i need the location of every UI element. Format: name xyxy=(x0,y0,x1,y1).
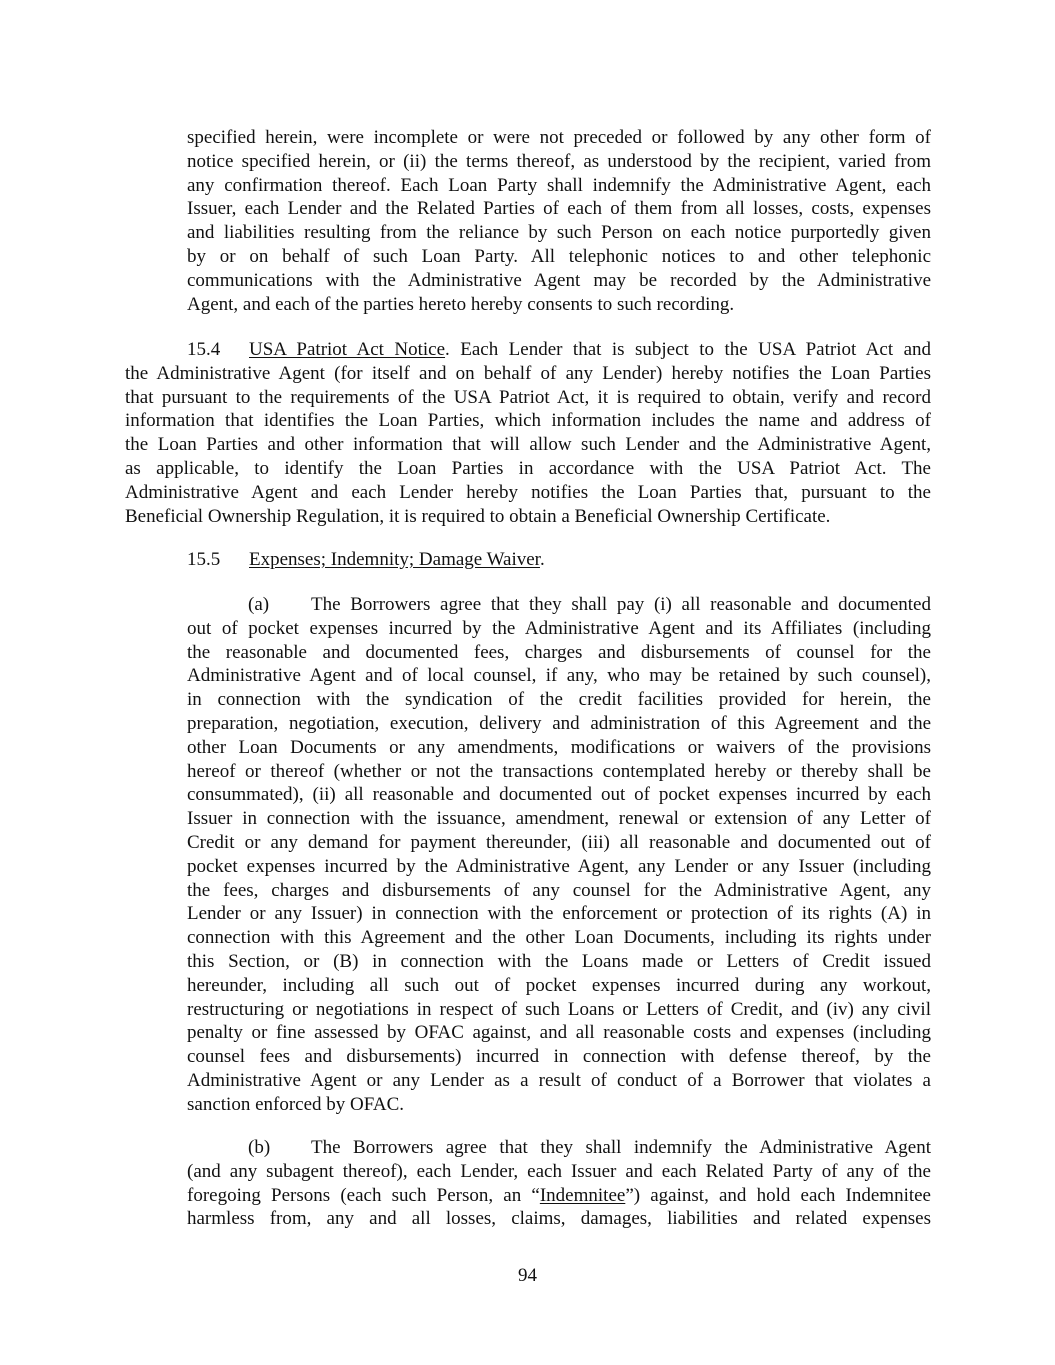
paragraph-line: Issuer in connection with the issuance, amendment, renewal or extension of any Letter of xyxy=(187,808,931,830)
paragraph-first-line-text: The Borrowers agree that they shall pay (i) all reasonable and documented xyxy=(311,594,931,615)
section-15-5 xyxy=(187,548,931,572)
section-15-4 xyxy=(125,338,931,528)
paragraph-line: (and any subagent thereof), each Lender, each Issuer and each Related Party of any of the xyxy=(187,1160,931,1182)
paragraph-line: Credit or any demand for payment thereunder, (iii) all reasonable and documented out of xyxy=(187,831,931,853)
paragraph-line: notice specified herein, or (ii) the terms thereof, as understood by the recipient, varied from xyxy=(187,150,931,172)
paragraph-line: pocket expenses incurred by the Administrative Agent, any Lender or any Issuer (including xyxy=(187,855,931,877)
paragraph-last-line: sanction enforced by OFAC. xyxy=(187,1093,405,1115)
paragraph-line: and liabilities resulting from the reliance by such Person on each notice purportedly given xyxy=(187,222,931,244)
paragraph-a xyxy=(187,593,931,1117)
paragraph-line: that pursuant to the requirements of the USA Patriot Act, it is required to obtain, verify and record xyxy=(125,386,931,408)
section-heading: Expenses; Indemnity; Damage Waiver xyxy=(249,549,540,570)
line-text: ”) against, and hold each Indemnitee xyxy=(625,1184,931,1206)
paragraph-line: by or on behalf of such Loan Party. All telephonic notices to and other telephonic xyxy=(187,245,931,267)
paragraph-line: the reasonable and documented fees, charges and disbursements of counsel for the xyxy=(187,641,931,663)
paragraph-label: (a) xyxy=(248,594,270,615)
paragraph-line: connection with this Agreement and the other Loan Documents, including its rights under xyxy=(187,927,931,949)
section-number: 15.5 xyxy=(187,549,221,570)
paragraph-first-line xyxy=(187,1136,931,1160)
paragraph-first-line-text: The Borrowers agree that they shall indemnify the Administrative Agent xyxy=(311,1137,931,1158)
paragraph-line: preparation, negotiation, execution, delivery and administration of this Agreement and the xyxy=(187,712,931,734)
paragraph-last-line: Agent, and each of the parties hereto hereby consents to such recording. xyxy=(187,293,735,315)
paragraph-b xyxy=(187,1136,931,1231)
paragraph-line: hereunder, including all such out of pocket expenses incurred during any workout, xyxy=(187,974,931,996)
paragraph-line: counsel fees and disbursements) incurred in connection with defense thereof, by the xyxy=(187,1046,931,1068)
paragraph-line: Issuer, each Lender and the Related Parties of each of them from all losses, costs, expenses xyxy=(187,198,931,220)
paragraph-line: hereof or thereof (whether or not the transactions contemplated hereby or thereby shall be xyxy=(187,760,931,782)
paragraph-line: communications with the Administrative Agent may be recorded by the Administrative xyxy=(187,269,931,291)
section-first-line xyxy=(125,338,931,362)
line-text: foregoing Persons (each such Person, an “ xyxy=(187,1184,540,1206)
paragraph-line: as applicable, to identify the Loan Parties in accordance with the USA Patriot Act. The xyxy=(125,457,931,479)
continuation-paragraph xyxy=(187,126,931,316)
paragraph-line: specified herein, were incomplete or were not preceded or followed by any other form of xyxy=(187,127,931,148)
paragraph-last-line: Beneficial Ownership Regulation, it is required to obtain a Beneficial Ownership Certificate. xyxy=(125,505,831,527)
paragraph-line: consummated), (ii) all reasonable and documented out of pocket expenses incurred by each xyxy=(187,784,931,806)
paragraph-line: Administrative Agent or any Lender as a result of conduct of a Borrower that violates a xyxy=(187,1069,931,1091)
heading-suffix: . xyxy=(539,549,545,570)
paragraph-line: out of pocket expenses incurred by the Administrative Agent and its Affiliates (including xyxy=(187,617,931,639)
paragraph-line: Lender or any Issuer) in connection with the enforcement or protection of its rights (A) in xyxy=(187,903,931,925)
defined-term-indemnitee: Indemnitee xyxy=(539,1184,626,1206)
paragraph-line: other Loan Documents or any amendments, modifications or waivers of the provisions xyxy=(187,736,931,758)
page-number: 94 xyxy=(518,1265,537,1286)
section-heading: USA Patriot Act Notice xyxy=(249,339,446,360)
paragraph-line: in connection with the syndication of the credit facilities provided for herein, the xyxy=(187,689,931,711)
paragraph-line: any confirmation thereof. Each Loan Party shall indemnify the Administrative Agent, each xyxy=(187,174,931,196)
paragraph-line xyxy=(187,1184,931,1208)
paragraph-line: the Loan Parties and other information that will allow such Lender and the Administrative Agent, xyxy=(125,434,931,456)
paragraph-line: Administrative Agent and of local counsel, if any, who may be retained by such counsel), xyxy=(187,665,931,687)
paragraph-line: Administrative Agent and each Lender hereby notifies the Loan Parties that, pursuant to the xyxy=(125,481,931,503)
paragraph-label: (b) xyxy=(248,1137,271,1158)
paragraph-line: information that identifies the Loan Parties, which information includes the name and address of xyxy=(125,410,931,432)
paragraph-line: harmless from, any and all losses, claims, damages, liabilities and related expenses xyxy=(187,1208,931,1230)
paragraph-line: the Administrative Agent (for itself and on behalf of any Lender) hereby notifies the Loan Parties xyxy=(125,362,931,384)
section-number: 15.4 xyxy=(187,339,221,360)
paragraph-first-line xyxy=(187,593,931,617)
paragraph-line: the fees, charges and disbursements of any counsel for the Administrative Agent, any xyxy=(187,879,931,901)
paragraph-line: this Section, or (B) in connection with the Loans made or Letters of Credit issued xyxy=(187,950,931,972)
section-first-line-text: . Each Lender that is subject to the USA Patriot Act and xyxy=(445,339,932,360)
paragraph-line: restructuring or negotiations in respect of such Loans or Letters of Credit, and (iv) any civil xyxy=(187,998,931,1020)
paragraph-line: penalty or fine assessed by OFAC against, and all reasonable costs and expenses (including xyxy=(187,1022,931,1044)
section-heading-line xyxy=(187,548,931,572)
